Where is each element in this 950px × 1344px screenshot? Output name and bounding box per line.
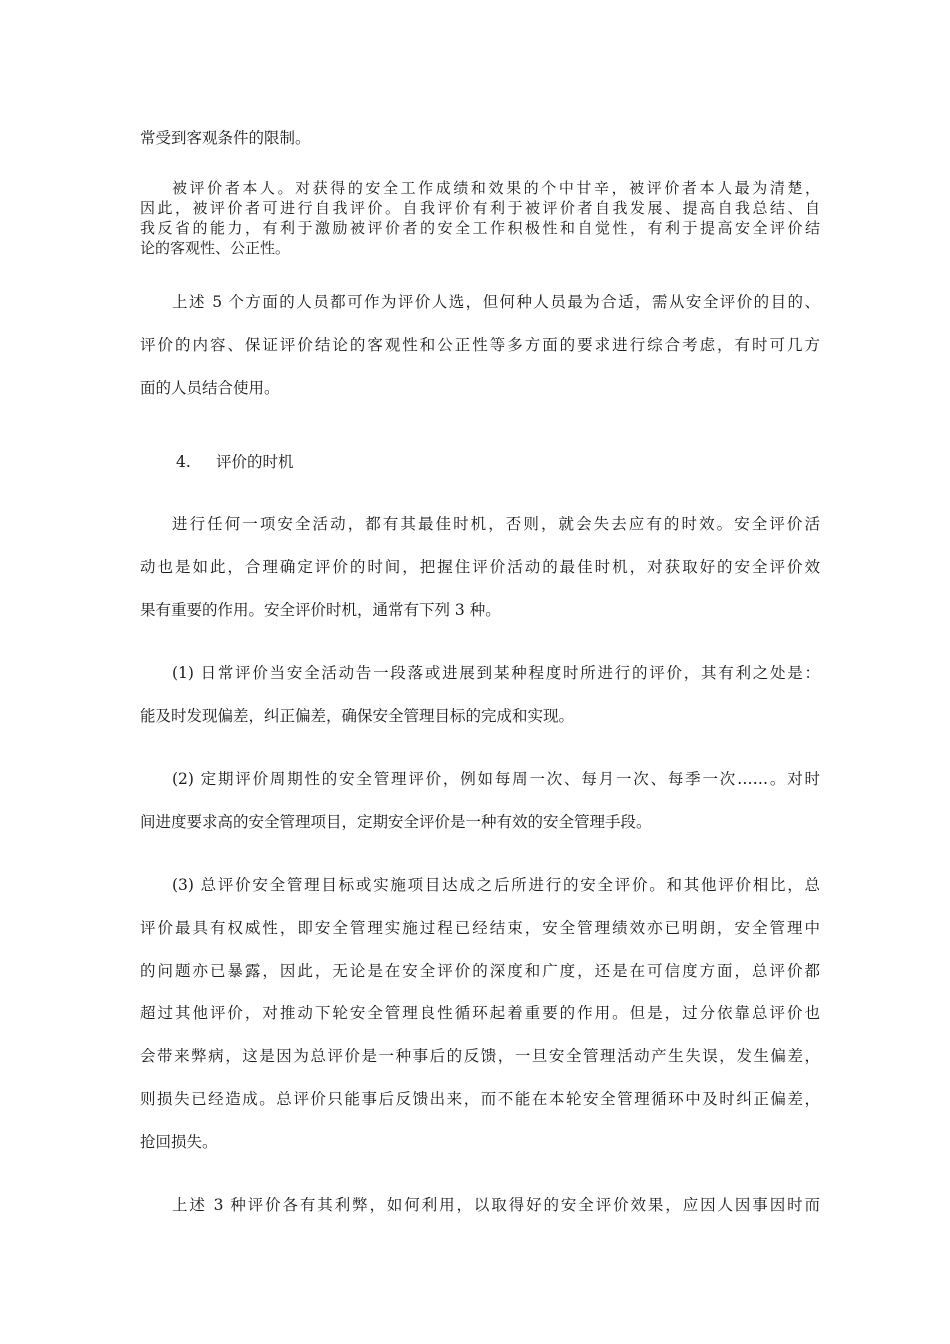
- list-item-periodic-line-2: 间进度要求高的安全管理项目，定期安全评价是一种有效的安全管理手段。: [140, 813, 652, 831]
- paragraph-timing-line-3: 果有重要的作用。安全评价时机，通常有下列 3 种。: [140, 601, 501, 619]
- list-item-daily-line-2: 能及时发现偏差，纠正偏差，确保安全管理目标的完成和实现。: [140, 707, 575, 725]
- list-item-periodic-line-1: (2) 定期评价周期性的安全管理评价，例如每周一次、每月一次、每季一次……。对时: [172, 770, 820, 788]
- section-heading-number: 4.: [176, 453, 191, 471]
- list-item-daily-line-1: (1) 日常评价当安全活动告一段落或进展到某种程度时所进行的评价，其有利之处是：: [172, 664, 820, 682]
- list-item-total-line-6: 则损失已经造成。总评价只能事后反馈出来，而不能在本轮安全管理循环中及时纠正偏差，: [140, 1090, 820, 1108]
- paragraph-summary-five-line-2: 评价的内容、保证评价结论的客观性和公正性等多方面的要求进行综合考虑，有时可几方: [140, 336, 820, 354]
- section-heading-title: 评价的时机: [216, 453, 294, 471]
- list-item-total-line-1: (3) 总评价安全管理目标或实施项目达成之后所进行的安全评价。和其他评价相比，总: [172, 876, 820, 894]
- list-item-total-line-5: 会带来弊病，这是因为总评价是一种事后的反馈，一旦安全管理活动产生失误，发生偏差，: [140, 1047, 820, 1065]
- paragraph-self-evaluation-line-3: 我反省的能力，有利于激励被评价者的安全工作积极性和自觉性，有利于提高安全评价结: [140, 219, 820, 237]
- paragraph-self-evaluation-line-2: 因此，被评价者可进行自我评价。自我评价有利于被评价者自我发展、提高自我总结、自: [140, 199, 820, 217]
- list-item-total-line-4: 超过其他评价，对推动下轮安全管理良性循环起着重要的作用。但是，过分依靠总评价也: [140, 1004, 820, 1022]
- paragraph-summary-five-line-3: 面的人员结合使用。: [140, 379, 280, 397]
- continuation-text: 常受到客观条件的限制。: [140, 129, 311, 147]
- list-item-total-line-2: 评价最具有权威性，即安全管理实施过程已经结束，安全管理绩效亦已明朗，安全管理中: [140, 919, 820, 937]
- paragraph-summary-five-line-1: 上述 5 个方面的人员都可作为评价人选，但何种人员最为合适，需从安全评价的目的、: [172, 293, 820, 311]
- paragraph-self-evaluation-line-4: 论的客观性、公正性。: [140, 239, 291, 257]
- list-item-total-line-3: 的问题亦已暴露，因此，无论是在安全评价的深度和广度，还是在可信度方面，总评价都: [140, 962, 820, 980]
- paragraph-timing-line-1: 进行任何一项安全活动，都有其最佳时机，否则，就会失去应有的时效。安全评价活: [172, 515, 820, 533]
- list-item-total-line-7: 抢回损失。: [140, 1133, 218, 1151]
- paragraph-self-evaluation-line-1: 被评价者本人。对获得的安全工作成绩和效果的个中甘辛，被评价者本人最为清楚，: [172, 179, 820, 197]
- paragraph-timing-line-2: 动也是如此，合理确定评价的时间，把握住评价活动的最佳时机，对获取好的安全评价效: [140, 558, 820, 576]
- paragraph-summary-three-line-1: 上述 3 种评价各有其利弊，如何利用，以取得好的安全评价效果，应因人因事因时而: [172, 1196, 820, 1214]
